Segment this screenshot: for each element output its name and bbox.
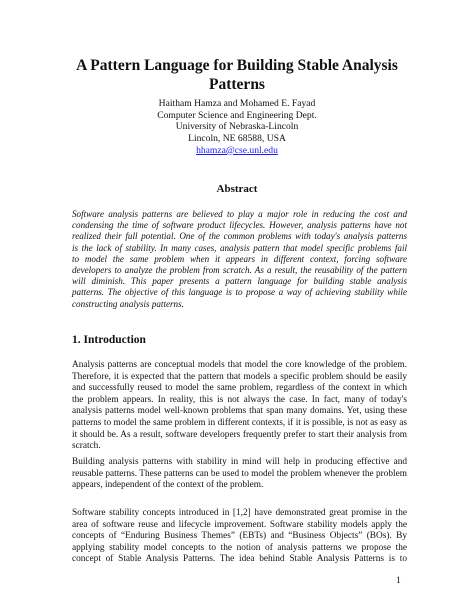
body-line: Analysis patterns are conceptual models that model the core knowledge of the problem. — [72, 360, 407, 370]
section-heading-introduction: 1. Introduction — [72, 334, 146, 346]
author-block — [60, 98, 414, 157]
abstract-line: is the lack of stability. In many cases, analysis pattern that model specific problems fail — [72, 242, 407, 253]
author-email-link[interactable]: hhamza@cse.unl.edu — [196, 144, 278, 156]
body-line: scratch. — [72, 441, 101, 452]
abstract-body — [72, 209, 407, 310]
body-line: and successfully reused to model the same problem, regardless of the context in which — [72, 383, 407, 394]
abstract-line: Software analysis patterns are believed to play a major role in reducing the cost and — [72, 209, 407, 219]
body-line: patterns to model the same problem in different contexts, if it is possible, is not as easy as — [72, 417, 407, 428]
abstract-line: realized their full potential. One of the common problems with today's analysis patterns — [72, 231, 407, 242]
abstract-line: to model the same problem when it appears in different context, forcing software — [72, 253, 407, 264]
abstract-line: will diminish. This paper presents a pattern language for building stable analysis — [72, 276, 407, 287]
intro-paragraph-3 — [72, 508, 407, 566]
abstract-line: constructing analysis patterns. — [72, 298, 184, 309]
body-line: concept of Stable Analysis Patterns. The idea behind Stable Analysis Patterns is to — [72, 554, 407, 565]
paper-title — [60, 56, 414, 94]
body-line: concepts of “Enduring Business Themes” (EBTs) and “Business Objects” (BOs). By — [72, 531, 407, 542]
abstract-line: condensing the time of software product lifecycles. However, analysis patterns have not — [72, 220, 407, 231]
body-line: applying stability model concepts to the notion of analysis patterns we propose the — [72, 542, 407, 553]
body-line: Building analysis patterns with stability in mind will help in producing effective and — [72, 457, 407, 467]
body-line: area of software reuse and lifecycle improvement. Software stability models apply the — [72, 519, 407, 530]
title-line-2: Patterns — [209, 76, 265, 93]
author-names: Haitham Hamza and Mohamed E. Fayad — [158, 98, 316, 109]
title-line-1: A Pattern Language for Building Stable Analysis — [76, 57, 398, 74]
body-line: the problem appears. In reality, this is not always the case. In fact, many of today's — [72, 394, 407, 405]
abstract-heading: Abstract — [216, 183, 258, 195]
intro-paragraph-1 — [72, 360, 407, 453]
body-line: reusable patterns. These patterns can be used to model the problem whenever the problem — [72, 468, 407, 479]
abstract-line: developers to analyze the problem from scratch. As a result, the reusability of the pattern — [72, 265, 407, 276]
body-line: Software stability concepts introduced in [1,2] have demonstrated great promise in the — [72, 508, 407, 518]
page-number: 1 — [396, 576, 401, 586]
author-university: University of Nebraska-Lincoln — [175, 121, 299, 133]
abstract-line: patterns. The objective of this language is to propose a way of achieving stability while — [72, 287, 407, 298]
body-line: analysis patterns model well-known problems that span many domains. Yet, using these — [72, 406, 407, 417]
intro-paragraph-2 — [72, 457, 407, 492]
author-department: Computer Science and Engineering Dept. — [157, 109, 317, 121]
author-address: Lincoln, NE 68588, USA — [188, 133, 286, 145]
body-line: Therefore, it is expected that the pattern that models a specific problem should be easily — [72, 371, 407, 382]
body-line: appears, independent of the context of the problem. — [72, 480, 264, 491]
body-line: it should be. As a result, software developers frequently prefer to start their analysis from — [72, 429, 407, 440]
